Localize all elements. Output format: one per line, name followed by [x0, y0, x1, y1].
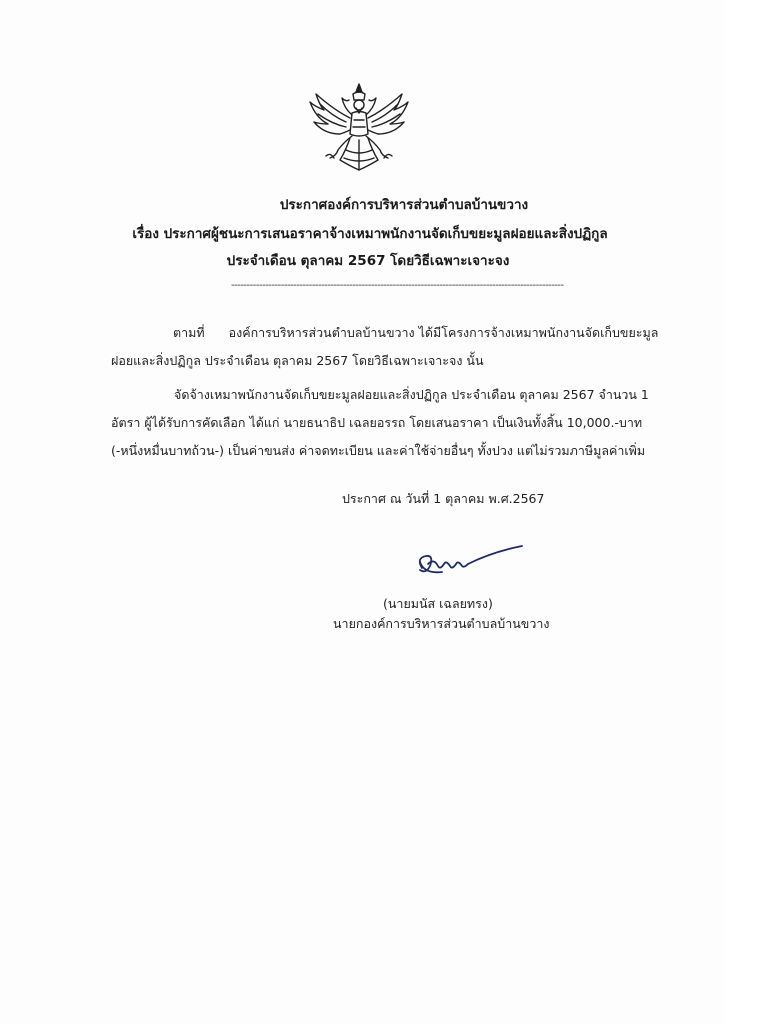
signer-name: (นายมนัส เฉลยทรง) — [383, 596, 493, 611]
paragraph-2-line-2: อัตรา ผู้ได้รับการคัดเลือก ได้แก่ นายธนาธิป เฉลยอรรถ โดยเสนอราคา เป็นเงินทั้งสิ้น 10,000.-บาท — [111, 415, 643, 430]
paragraph-2-line-1: จัดจ้างเหมาพนักงานจัดเก็บขยะมูลฝอยและสิ่งปฏิกูล ประจำเดือน ตุลาคม 2567 จำนวน 1 — [174, 387, 649, 402]
announcement-date: ประกาศ ณ วันที่ 1 ตุลาคม พ.ศ.2567 — [342, 491, 545, 506]
divider: ----------------------------------------------------------------------------------------------------------- — [231, 280, 564, 291]
paragraph-lead: ตามที่ — [173, 325, 205, 340]
paragraph-1-line-2: ฝอยและสิ่งปฏิกูล ประจำเดือน ตุลาคม 2567 โดยวิธีเฉพาะเจาะจง นั้น — [111, 353, 484, 368]
announcement-subject: เรื่อง ประกาศผู้ชนะการเสนอราคาจ้างเหมาพนักงานจัดเก็บขยะมูลฝอยและสิ่งปฏิกูล — [132, 226, 608, 242]
signer-title: นายกองค์การบริหารส่วนตำบลบ้านขวาง — [333, 616, 550, 631]
announcement-period: ประจำเดือน ตุลาคม 2567 โดยวิธีเฉพาะเจาะจง — [226, 253, 510, 269]
paragraph-1-line-1 — [173, 323, 658, 343]
announcement-heading: ประกาศองค์การบริหารส่วนตำบลบ้านขวาง — [279, 197, 529, 213]
garuda-emblem-icon — [306, 80, 412, 176]
paragraph-2-line-3: (-หนึ่งหมื่นบาทถ้วน-) เป็นค่าขนส่ง ค่าจดทะเบียน และค่าใช้จ่ายอื่นๆ ทั้งปวง แต่ไม่รวมภาษีมูลค่าเพิ่ม — [111, 443, 646, 458]
handwritten-signature — [412, 540, 532, 584]
paragraph-text: องค์การบริหารส่วนตำบลบ้านขวาง ได้มีโครงการจ้างเหมาพนักงานจัดเก็บขยะมูล — [228, 325, 659, 340]
